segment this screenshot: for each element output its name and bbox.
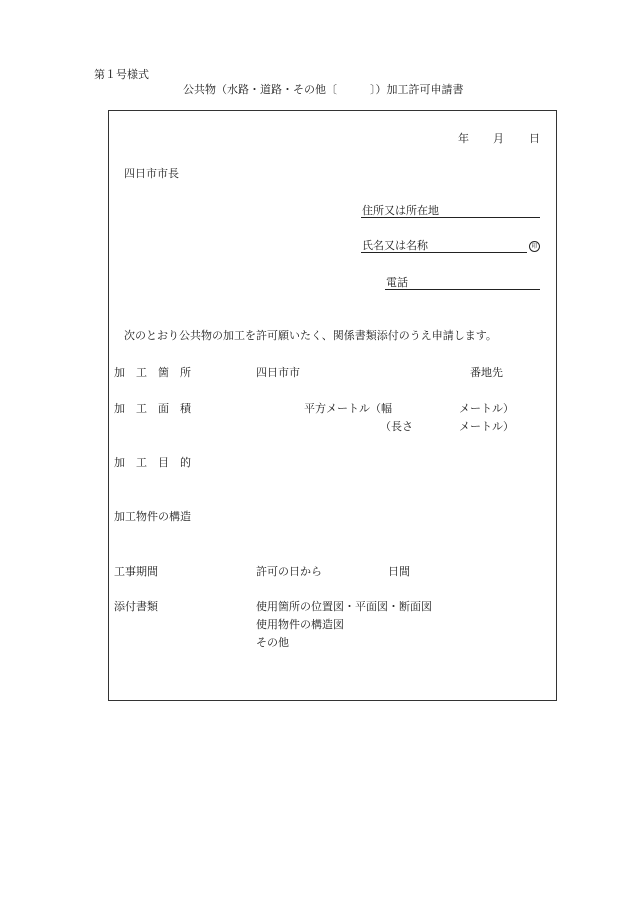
attachment-item: その他: [256, 636, 289, 649]
phone-underline: [385, 289, 540, 290]
period-from: 許可の日から: [256, 565, 322, 578]
seal-icon: 印: [529, 241, 540, 252]
name-label: 氏名又は名称: [362, 239, 428, 252]
date-day: 日: [529, 132, 540, 145]
date-month: 月: [493, 132, 504, 145]
form-number: 第１号様式: [94, 68, 149, 81]
address-label: 住所又は所在地: [362, 204, 439, 217]
period-label: 工事期間: [114, 565, 158, 578]
attachment-item: 使用物件の構造図: [256, 618, 344, 631]
location-label: 加 工 箇 所: [114, 366, 191, 379]
structure-label: 加工物件の構造: [114, 510, 191, 523]
attachments-label: 添付書類: [114, 600, 158, 613]
purpose-label: 加 工 目 的: [114, 456, 191, 469]
location-city: 四日市市: [256, 366, 300, 379]
addressee: 四日市市長: [124, 167, 179, 180]
attachment-item: 使用箇所の位置図・平面図・断面図: [256, 600, 432, 613]
form-title: 公共物（水路・道路・その他〔 〕）加工許可申請書: [183, 83, 464, 96]
phone-label: 電話: [386, 276, 408, 289]
area-width-meter: メートル）: [459, 402, 514, 415]
period-days: 日間: [388, 565, 410, 578]
name-underline: [361, 252, 527, 253]
request-text: 次のとおり公共物の加工を許可願いたく、関係書類添付のうえ申請します。: [124, 329, 497, 342]
address-underline: [361, 217, 540, 218]
area-length-meter: メートル）: [459, 420, 514, 433]
area-label: 加 工 面 積: [114, 402, 191, 415]
location-suffix: 番地先: [470, 366, 503, 379]
area-unit-width: 平方メートル（幅: [304, 402, 392, 415]
date-year: 年: [458, 132, 469, 145]
area-length-open: （長さ: [380, 420, 413, 433]
